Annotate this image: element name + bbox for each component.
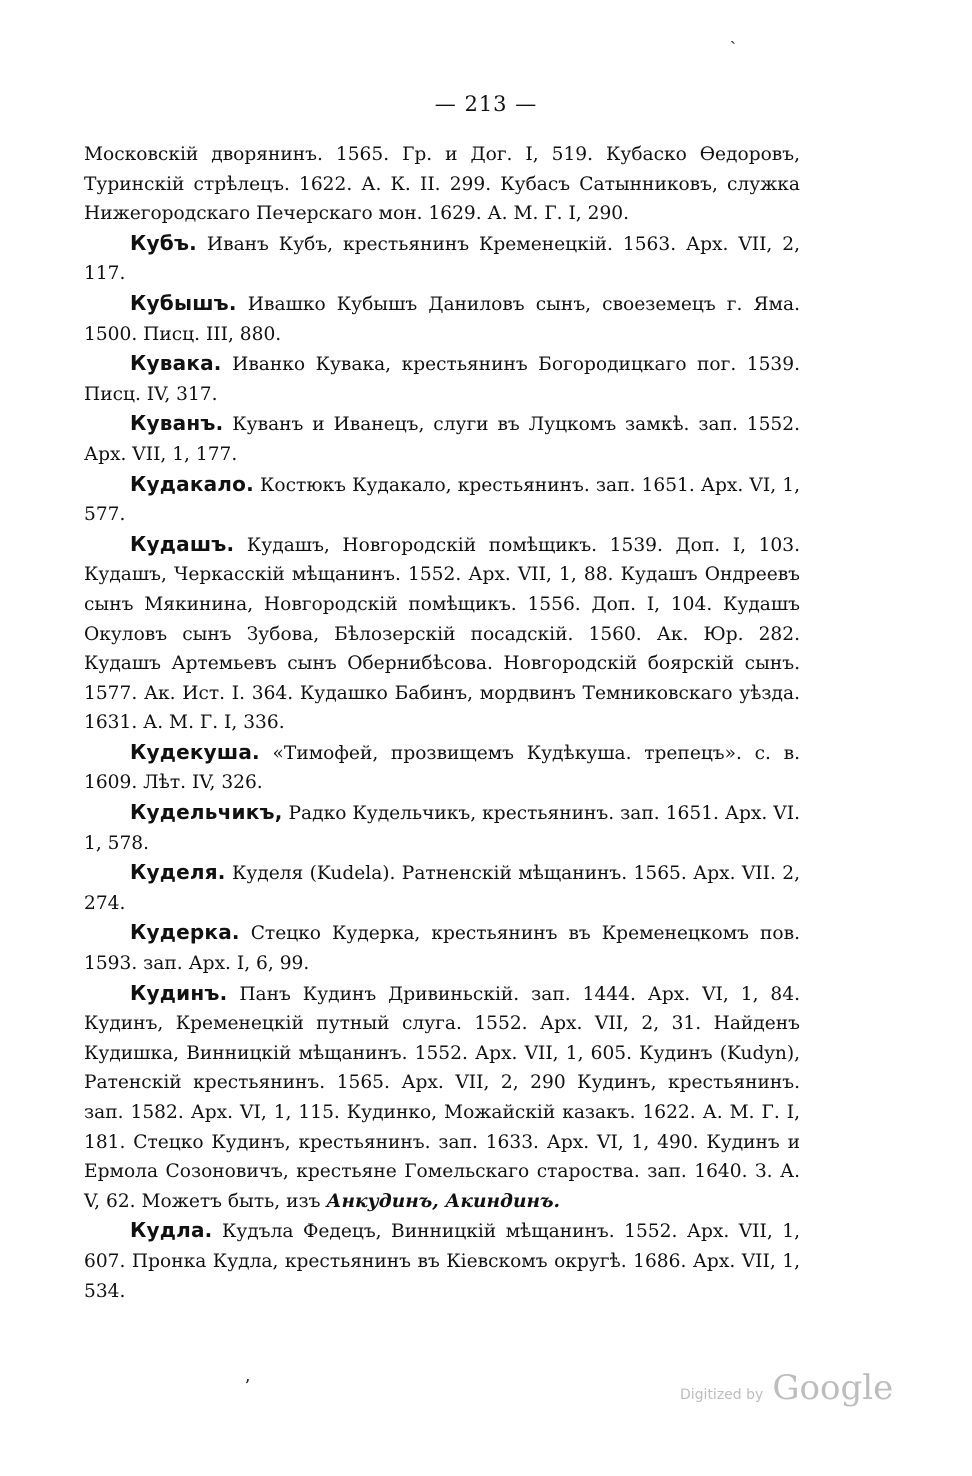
entry-body: Куделя (Kudela). Ратненскій мѣщанинъ. 1565. Арх. VII. 2, 274. bbox=[84, 863, 800, 914]
entry-kudash bbox=[84, 530, 800, 738]
dictionary-text bbox=[84, 140, 800, 1306]
entry-headword: Кудельчикъ, bbox=[130, 800, 283, 825]
digitized-watermark bbox=[680, 1368, 893, 1408]
entry-headword: Кудинъ. bbox=[130, 980, 228, 1005]
entry-body: Куванъ и Иванецъ, слуги въ Луцкомъ замкѣ. зап. 1552. Арх. VII, 1, 177. bbox=[84, 414, 800, 465]
entry-body: Иванъ Кубъ, крестьянинъ Кременецкій. 1563. Арх. VII, 2, 117. bbox=[84, 233, 800, 285]
entry-kuderka bbox=[84, 918, 800, 978]
entry-headword: Кудла. bbox=[130, 1218, 213, 1243]
entry-body: Панъ Кудинъ Дривиньскій. зап. 1444. Арх. VI, 1, 84. Кудинъ, Кременецкій путный слуга. 1552. Арх. VII, 2, 31. Найденъ Кудишка, Винницкій мѣщанинъ. 1552. Арх. VII, 1, 605. Кудинъ (Kudyn), Ратенскій крестьянинъ. 1565. Арх. VII, 2, 290 Кудинъ, крестьянинъ. зап. 1582. Арх. VI, 1, 115. Кудинко, Можайскій казакъ. 1622. А. М. Г. I, 181. Стецко Кудинъ, крестьянинъ. зап. 1633. Арх. VI, 1, 490. Кудинъ и Ермола Созоновичъ, крестьяне Гомельскаго староства. зап. 1640. З. А. V, 62. Можетъ быть, изъ bbox=[84, 983, 800, 1212]
entry-headword: Кудашъ. bbox=[130, 531, 235, 556]
entry-headword: Кубъ. bbox=[130, 230, 197, 255]
entry-body: Стецко Кудерка, крестьянинъ въ Кременецкомъ пов. 1593. зап. Арх. I, 6, 99. bbox=[84, 923, 800, 975]
entry-headword: Кудакало. bbox=[130, 471, 254, 496]
entry-body: Радко Кудельчикъ, крестьянинъ. зап. 1651. Арх. VI. 1, 578. bbox=[84, 803, 800, 854]
entry-body: Кудашъ, Новгородскій помѣщикъ. 1539. Доп. I, 103. Кудашъ, Черкасскій мѣщанинъ. 1552. Арх. VII, 1, 88. Кудашъ Ондреевъ сынъ Мякинина, Новгородскій помѣщикъ. 1556. Доп. I, 104. Кудашъ Окуловъ сынъ Зубова, Бѣлозерскій посадскій. 1560. Ак. Юр. 282. Кудашъ Артемьевъ сынъ Обернибѣсова. Новгородскій боярскій сынъ. 1577. Ак. Ист. I. 364. Кудашко Бабинъ, мордвинъ Темниковскаго уѣзда. 1631. А. М. Г. I, 336. bbox=[84, 534, 800, 734]
entry-kudelya bbox=[84, 858, 800, 918]
entry-italic-reference: Анкудинъ, Акиндинъ. bbox=[326, 1190, 561, 1212]
entry-kudelchik bbox=[84, 798, 800, 858]
scan-speck: ˏ bbox=[730, 24, 736, 45]
entry-kub bbox=[84, 229, 800, 289]
google-logo: Google bbox=[772, 1368, 894, 1408]
entry-body: Костюкъ Кудакало, крестьянинъ. зап. 1651. Арх. VI, 1, 577. bbox=[84, 474, 800, 526]
entry-headword: Кубышъ. bbox=[130, 290, 237, 315]
entry-body: Ивашко Кубышъ Даниловъ сынъ, своеземецъ г. Яма. 1500. Писц. III, 880. bbox=[84, 293, 800, 345]
entry-headword: Куванъ. bbox=[130, 411, 224, 436]
entry-kudla bbox=[84, 1216, 800, 1306]
entry-kuvan bbox=[84, 409, 800, 469]
entry-headword: Куделя. bbox=[130, 860, 226, 885]
entry-kuvaka bbox=[84, 349, 800, 409]
entry-headword: Кудерка. bbox=[130, 920, 240, 945]
entry-kudekusha bbox=[84, 738, 800, 798]
page-number: — 213 — bbox=[434, 92, 538, 116]
entry-headword: Кудекуша. bbox=[130, 739, 260, 764]
entry-body: Иванко Кувака, крестьянинъ Богородицкаго пог. 1539. Писц. IV, 317. bbox=[84, 354, 800, 405]
entry-kudakalo bbox=[84, 470, 800, 530]
continuation-paragraph: Московскій дворянинъ. 1565. Гр. и Дог. I, 519. Кубаско Өедоровъ, Туринскій стрѣлецъ. 1622. А. К. II. 299. Кубасъ Сатынниковъ, служка Нижегородскаго Печерскаго мон. 1629. А. М. Г. I, 290. bbox=[84, 144, 800, 225]
entry-body: Кудъла Федецъ, Винницкій мѣщанинъ. 1552. Арх. VII, 1, 607. Пронка Кудла, крестьянинъ въ Кіевскомъ округѣ. 1686. Арх. VII, 1, 534. bbox=[84, 1221, 800, 1302]
scan-speck: ʼ bbox=[244, 1376, 250, 1397]
entry-kubysh bbox=[84, 289, 800, 349]
entry-headword: Кувака. bbox=[130, 351, 222, 376]
entry-body: «Тимофей, прозвищемъ Кудѣкуша. трепецъ». с. в. 1609. Лѣт. IV, 326. bbox=[84, 742, 800, 794]
entry-kudin bbox=[84, 979, 800, 1217]
watermark-prefix: Digitized by bbox=[680, 1387, 764, 1403]
